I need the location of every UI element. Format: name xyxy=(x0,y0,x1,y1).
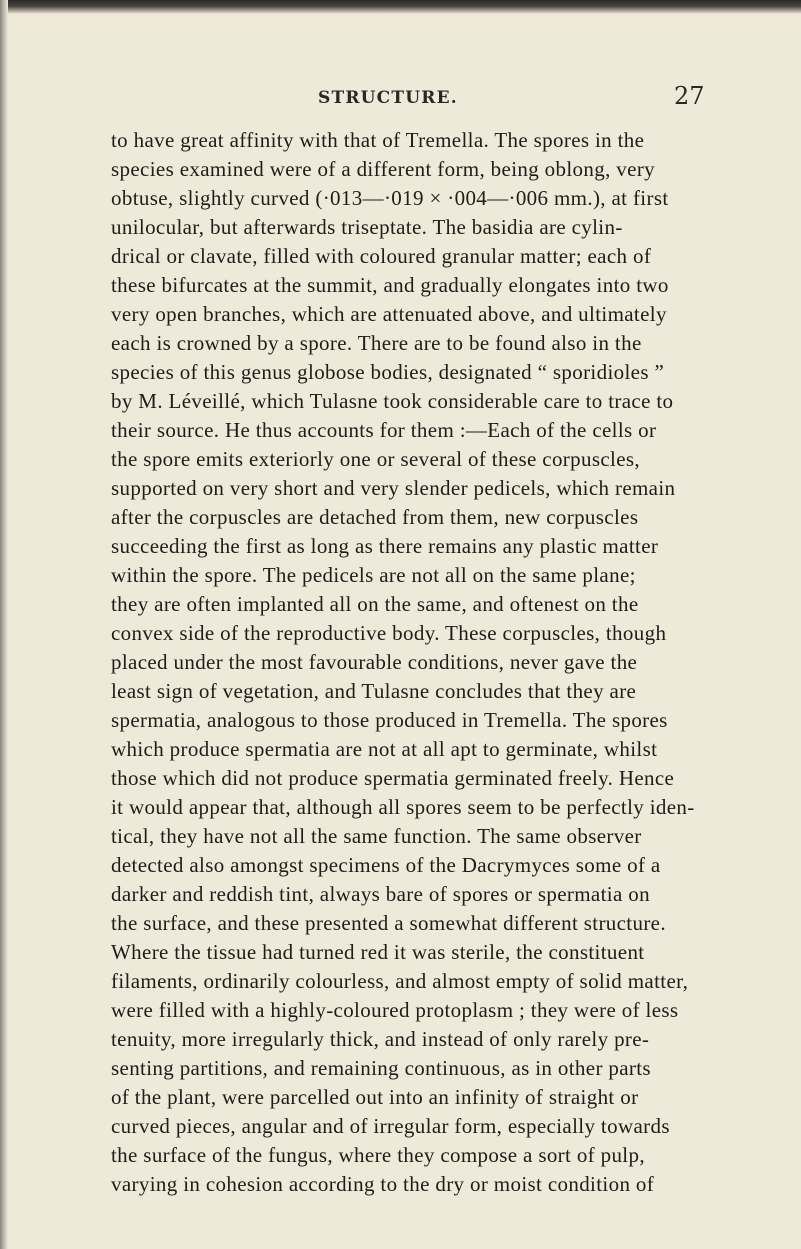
text-line: these bifurcates at the summit, and gradually elongates into two xyxy=(111,273,669,297)
text-line: species examined were of a different form, being oblong, very xyxy=(111,157,656,181)
text-line: which produce spermatia are not at all apt to germinate, whilst xyxy=(111,737,658,761)
text-line: their source. He thus accounts for them :—Each of the cells or xyxy=(111,418,657,442)
text-line: very open branches, which are attenuated above, and ultimately xyxy=(111,302,667,326)
text-line: convex side of the reproductive body. These corpuscles, though xyxy=(111,621,667,645)
text-line: detected also amongst specimens of the Dacrymyces some of a xyxy=(111,853,661,877)
text-line: the surface, and these presented a somewhat different structure. xyxy=(111,911,666,935)
text-line: obtuse, slightly curved (·013—·019 × ·004—·006 mm.), at first xyxy=(111,186,669,210)
text-line: placed under the most favourable conditions, never gave the xyxy=(111,650,638,674)
text-line: each is crowned by a spore. There are to be found also in the xyxy=(111,331,642,355)
running-head xyxy=(0,82,801,112)
text-line: senting partitions, and remaining continuous, as in other parts xyxy=(111,1056,651,1080)
text-line: were filled with a highly-coloured protoplasm ; they were of less xyxy=(111,998,679,1022)
text-line: filaments, ordinarily colourless, and almost empty of solid matter, xyxy=(111,969,689,993)
text-line: Where the tissue had turned red it was sterile, the constituent xyxy=(111,940,645,964)
text-line: darker and reddish tint, always bare of spores or spermatia on xyxy=(111,882,650,906)
text-line: least sign of vegetation, and Tulasne concludes that they are xyxy=(111,679,637,703)
running-title: STRUCTURE. xyxy=(318,88,458,108)
text-line: spermatia, analogous to those produced in Tremella. The spores xyxy=(111,708,668,732)
page-number: 27 xyxy=(674,82,705,110)
body-text xyxy=(111,126,729,1199)
text-line: tical, they have not all the same function. The same observer xyxy=(111,824,642,848)
text-line: tenuity, more irregularly thick, and instead of only rarely pre- xyxy=(111,1027,650,1051)
text-line: curved pieces, angular and of irregular form, especially towards xyxy=(111,1114,670,1138)
text-line: it would appear that, although all spores seem to be perfectly iden- xyxy=(111,795,695,819)
text-line: of the plant, were parcelled out into an infinity of straight or xyxy=(111,1085,639,1109)
text-line: supported on very short and very slender pedicels, which remain xyxy=(111,476,676,500)
text-line: the surface of the fungus, where they compose a sort of pulp, xyxy=(111,1143,645,1167)
text-line: species of this genus globose bodies, designated “ sporidioles ” xyxy=(111,360,665,384)
text-line: unilocular, but afterwards triseptate. The basidia are cylin- xyxy=(111,215,623,239)
text-line: by M. Léveillé, which Tulasne took considerable care to trace to xyxy=(111,389,674,413)
text-line: to have great affinity with that of Tremella. The spores in the xyxy=(111,128,645,152)
text-line: varying in cohesion according to the dry or moist condition of xyxy=(111,1172,655,1196)
text-line: succeeding the first as long as there remains any plastic matter xyxy=(111,534,659,558)
text-line: those which did not produce spermatia germinated freely. Hence xyxy=(111,766,675,790)
text-line: the spore emits exteriorly one or several of these corpuscles, xyxy=(111,447,641,471)
text-line: drical or clavate, filled with coloured granular matter; each of xyxy=(111,244,652,268)
text-line: they are often implanted all on the same, and oftenest on the xyxy=(111,592,639,616)
text-line: within the spore. The pedicels are not all on the same plane; xyxy=(111,563,636,587)
text-line: after the corpuscles are detached from them, new corpuscles xyxy=(111,505,639,529)
